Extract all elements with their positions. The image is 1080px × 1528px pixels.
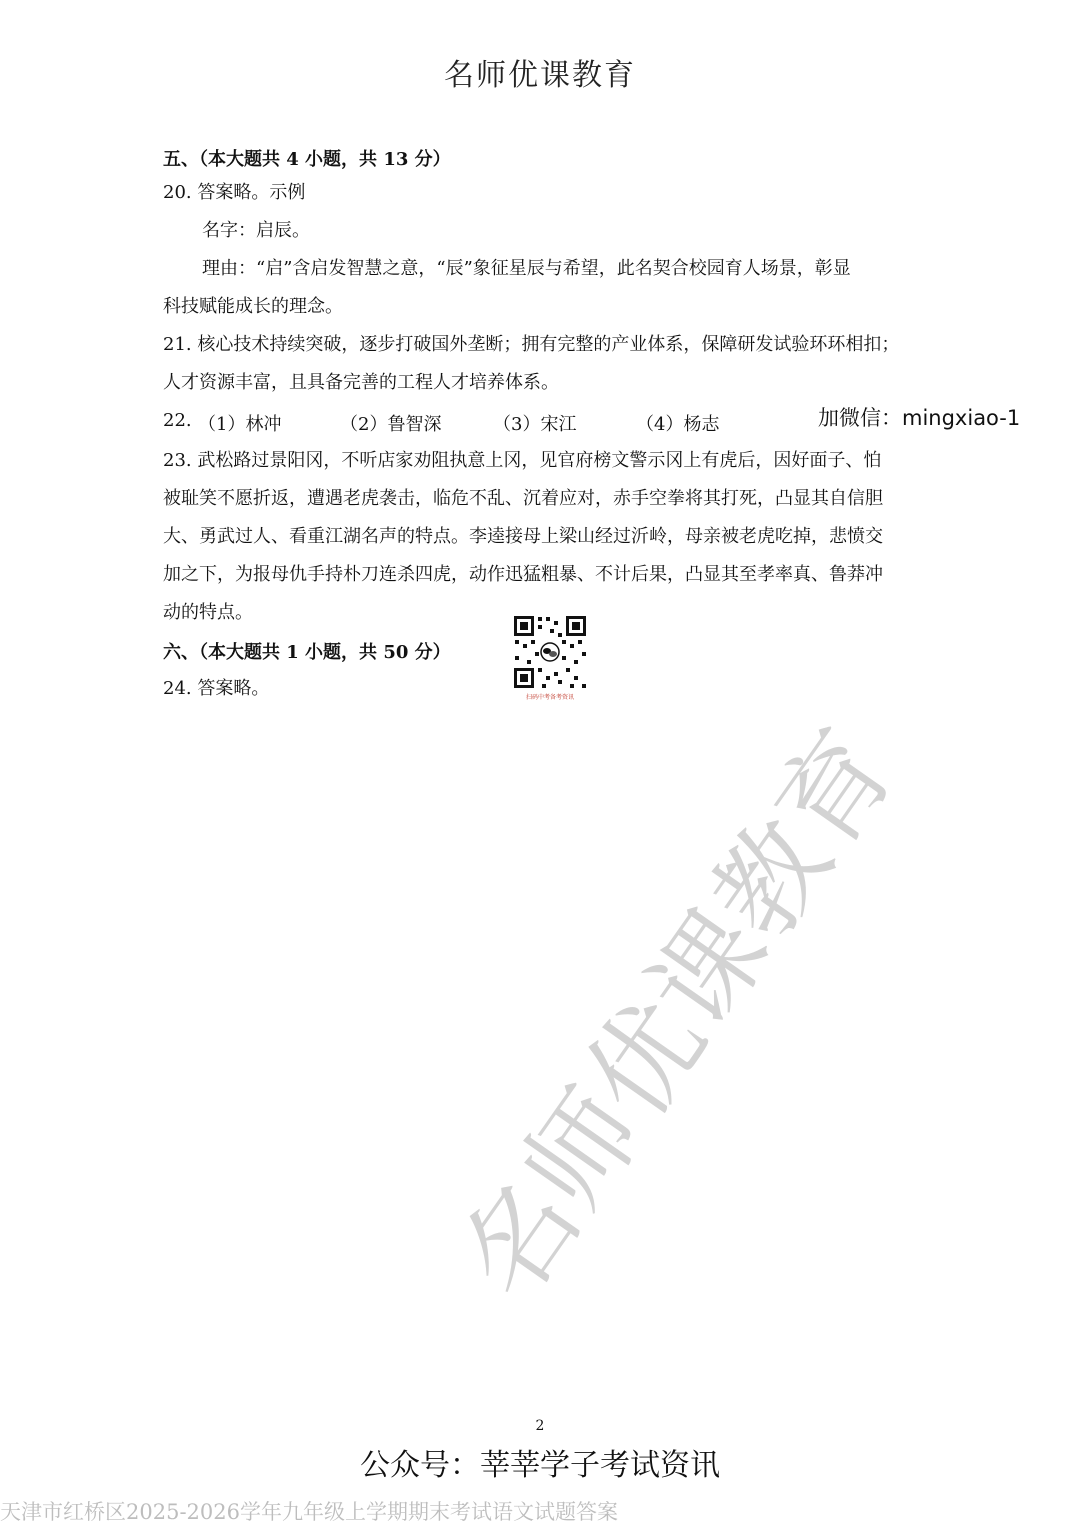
q20-line: 20. 答案略。示例 (163, 182, 306, 203)
page-header: 名师优课教育 (444, 58, 636, 93)
document-title: 天津市红桥区2025-2026学年九年级上学期期末考试语文试题答案 (0, 1500, 618, 1524)
q24-line: 24. 答案略。 (163, 678, 270, 699)
q23-line-4: 加之下，为报母仇手持朴刀连杀四虎，动作迅猛粗暴、不计后果，凸显其至孝率真、鲁莽冲 (163, 564, 883, 585)
q22-answer-2: （2）鲁智深 (340, 414, 442, 435)
wechat-contact: 加微信：mingxiao-1 (818, 406, 1021, 430)
q21-line-2: 人才资源丰富，且具备完善的工程人才培养体系。 (163, 372, 559, 393)
qr-caption: 扫码中考备考资讯 (525, 694, 575, 701)
qr-code-icon (512, 614, 588, 702)
page-number: 2 (535, 1418, 545, 1434)
q20-name: 名字：启辰。 (202, 220, 310, 241)
section-6-title: 六、（本大题共 1 小题，共 50 分） (163, 642, 451, 663)
q23-line-5: 动的特点。 (163, 602, 253, 623)
q22-answer-4: （4）杨志 (636, 414, 720, 435)
watermark: 名师优课教育 (435, 707, 920, 1322)
q20-reason-line-1: 理由：“启”含启发智慧之意，“辰”象征星辰与希望，此名契合校园育人场景，彰显 (202, 258, 851, 279)
q22-answer-1: （1）林冲 (198, 414, 282, 435)
section-5-title: 五、（本大题共 4 小题，共 13 分） (163, 149, 451, 170)
q23-line-3: 大、勇武过人、看重江湖名声的特点。李逵接母上梁山经过沂岭，母亲被老虎吃掉，悲愤交 (163, 526, 883, 547)
q23-line-1: 23. 武松路过景阳冈，不听店家劝阻执意上冈，见官府榜文警示冈上有虎后，因好面子、怕 (163, 450, 882, 471)
footer-account: 公众号：莘莘学子考试资讯 (360, 1448, 720, 1483)
q22-number: 22. (163, 410, 192, 431)
q21-line-1: 21. 核心技术持续突破，逐步打破国外垄断；拥有完整的产业体系，保障研发试验环环相扣； (163, 334, 900, 355)
q22-answer-3: （3）宋江 (493, 414, 577, 435)
q23-line-2: 被耻笑不愿折返，遭遇老虎袭击，临危不乱、沉着应对，赤手空拳将其打死，凸显其自信胆 (163, 488, 883, 509)
q20-reason-line-2: 科技赋能成长的理念。 (163, 296, 343, 317)
